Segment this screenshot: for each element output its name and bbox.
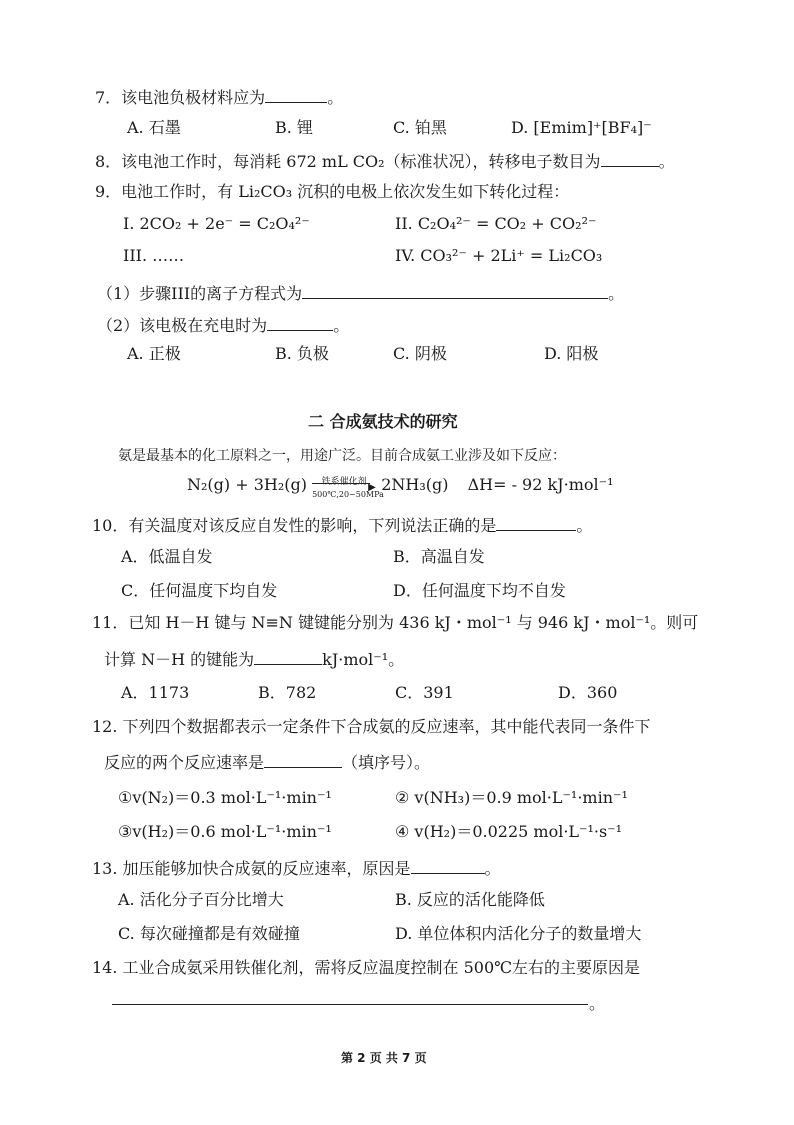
q7-stem: 7．该电池负极材料应为 。	[95, 88, 344, 107]
q9-sub2-option-a: A. 正极	[127, 344, 181, 363]
section-title: 二 合成氨技术的研究	[308, 412, 458, 431]
q9-step-1: I. 2CO₂ + 2e⁻ = C₂O₄²⁻	[123, 214, 310, 233]
section-intro: 氨是最基本的化工原料之一，用途广泛。目前合成氨工业涉及如下反应：	[118, 448, 566, 464]
q10-option-a: A．低温自发	[121, 547, 213, 566]
q12-option-3: ③v(H₂)＝0.6 mol·L⁻¹·min⁻¹	[118, 822, 332, 841]
q8-answer-blank[interactable]	[601, 150, 659, 167]
q7-answer-blank[interactable]	[265, 86, 327, 103]
q13-option-a: A. 活化分子百分比增大	[118, 890, 284, 909]
q7-option-a: A. 石墨	[127, 118, 181, 137]
q10-option-d: D．任何温度下均不自发	[393, 581, 566, 600]
q11-option-b: B．782	[258, 683, 317, 702]
q9-sub2: （2）该电极在充电时为 。	[97, 316, 350, 335]
q7-option-d: D. [Emim]⁺[BF₄]⁻	[511, 118, 652, 137]
q12-option-4: ④ v(H₂)＝0.0225 mol·L⁻¹·s⁻¹	[395, 822, 623, 841]
q12-stem-2: 反应的两个反应速率是 （填序号）。	[104, 753, 431, 772]
q13-option-b: B. 反应的活化能降低	[395, 890, 545, 909]
page-number: 第 2 页 共 7 页	[341, 1051, 427, 1065]
q11-answer-blank[interactable]	[254, 648, 322, 665]
q10-option-b: B．高温自发	[393, 547, 485, 566]
q11-option-d: D．360	[558, 683, 618, 702]
reaction-equation: N₂(g) + 3H₂(g) 铁系催化剂 ▶ 500℃,20~50MPa 2NH₃(g) ΔH= - 92 kJ·mol⁻¹	[187, 475, 614, 499]
q13-stem: 13. 加压能够加快合成氨的反应速率，原因是 。	[92, 859, 501, 878]
q13-option-c: C. 每次碰撞都是有效碰撞	[118, 924, 300, 943]
q9-stem: 9．电池工作时，有 Li₂CO₃ 沉积的电极上依次发生如下转化过程：	[95, 182, 570, 201]
q9-sub2-option-c: C. 阴极	[393, 344, 447, 363]
q8-stem: 8．该电池工作时，每消耗 672 mL CO₂（标准状况），转移电子数目为 。	[95, 152, 675, 171]
q11-stem-2: 计算 N－H 的键能为 kJ·mol⁻¹。	[104, 650, 405, 669]
q9-sub2-option-d: D. 阳极	[544, 344, 599, 363]
q9-sub1: （1）步骤III的离子方程式为 。	[97, 284, 625, 303]
q9-step-2: II. C₂O₄²⁻ = CO₂ + CO₂²⁻	[395, 214, 597, 233]
q10-stem: 10．有关温度对该反应自发性的影响，下列说法正确的是 。	[92, 516, 593, 535]
q12-option-1: ①v(N₂)＝0.3 mol·L⁻¹·min⁻¹	[118, 788, 332, 807]
q9-sub1-answer-blank[interactable]	[302, 282, 608, 299]
arrow-head-icon: ▶	[368, 482, 376, 493]
q11-stem: 11．已知 H－H 键与 N≡N 键键能分别为 436 kJ・mol⁻¹ 与 946 kJ・mol⁻¹。则可	[92, 613, 699, 632]
q11-option-c: C．391	[395, 683, 454, 702]
q9-sub2-answer-blank[interactable]	[267, 314, 333, 331]
q10-option-c: C．任何温度下均自发	[121, 581, 278, 600]
q10-answer-blank[interactable]	[496, 514, 576, 531]
q9-step-3: III. ……	[123, 246, 185, 265]
q14-stem: 14. 工业合成氨采用铁催化剂，需将反应温度控制在 500℃左右的主要原因是	[92, 958, 641, 977]
reaction-arrow: 铁系催化剂 ▶ 500℃,20~50MPa	[312, 477, 384, 499]
q7-option-c: C. 铂黑	[393, 118, 447, 137]
q12-option-2: ② v(NH₃)＝0.9 mol·L⁻¹·min⁻¹	[395, 788, 628, 807]
q9-sub2-option-b: B. 负极	[275, 344, 329, 363]
q12-answer-blank[interactable]	[264, 751, 342, 768]
q13-answer-blank[interactable]	[411, 857, 485, 874]
q7-option-b: B. 锂	[275, 118, 313, 137]
q11-option-a: A．1173	[121, 683, 190, 702]
q14-answer-line[interactable]	[112, 1004, 588, 1005]
q14-end: 。	[589, 994, 606, 1013]
q12-stem: 12. 下列四个数据都表示一定条件下合成氨的反应速率，其中能代表同一条件下	[92, 717, 651, 736]
q13-option-d: D. 单位体积内活化分子的数量增大	[395, 924, 642, 943]
q9-step-4: IV. CO₃²⁻ + 2Li⁺ = Li₂CO₃	[395, 246, 603, 265]
